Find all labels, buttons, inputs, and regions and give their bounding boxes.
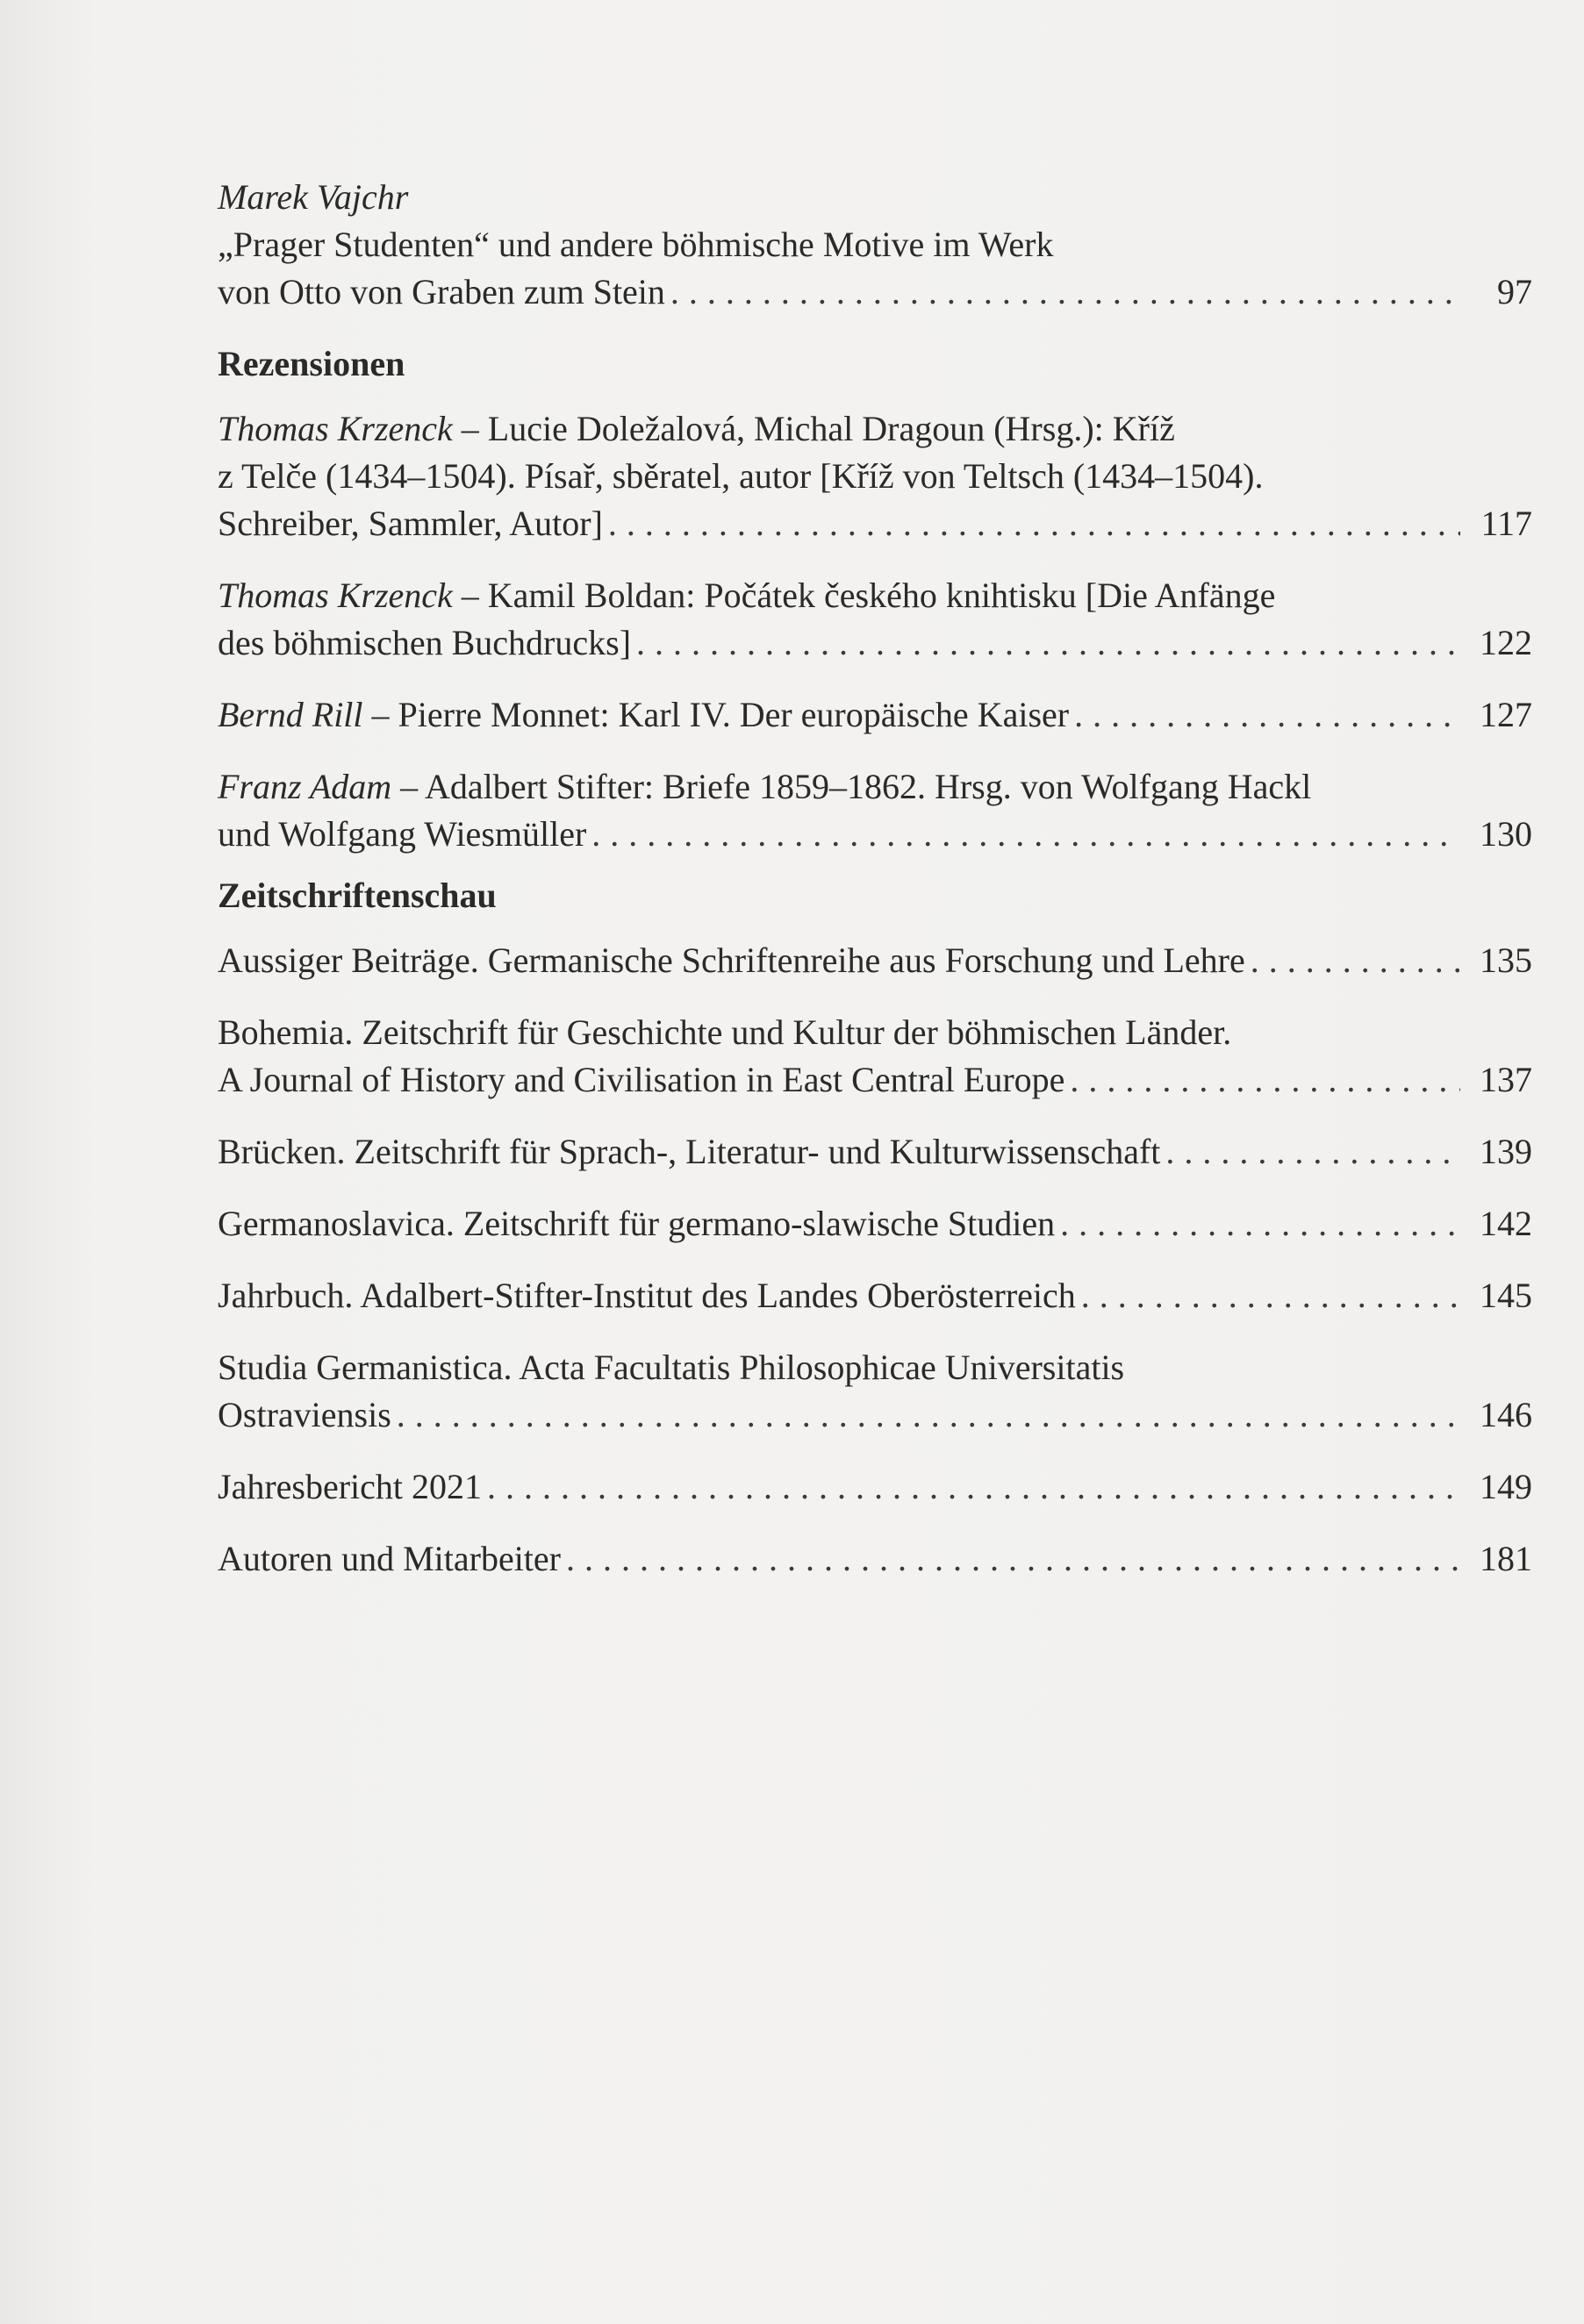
entry-title-text: – Kamil Boldan: Počátek českého knihtisku [Die Anfänge — [452, 576, 1276, 615]
toc-entry — [218, 1200, 1532, 1248]
entry-title-line: von Otto von Graben zum Stein — [218, 272, 665, 311]
entry-title-line: des böhmischen Buchdrucks] — [218, 623, 632, 662]
entry-author: Thomas Krzenck — [218, 576, 453, 615]
entry-author: Bernd Rill — [218, 695, 363, 734]
dot-leader — [1060, 1200, 1460, 1248]
page-number: 146 — [1480, 1395, 1532, 1434]
entry-last-line — [218, 1391, 1532, 1439]
entry-title-text: – Lucie Doležalová, Michal Dragoun (Hrsg.): Kříž — [452, 409, 1175, 448]
dot-leader — [1251, 937, 1460, 984]
entry-title-line: Jahresbericht 2021 — [218, 1467, 483, 1506]
section-heading: Rezensionen — [218, 344, 405, 383]
entry-title-line: Bohemia. Zeitschrift für Geschichte und Kultur der böhmischen Länder. — [218, 1012, 1232, 1052]
toc-entry — [218, 174, 1532, 316]
section-heading: Zeitschriftenschau — [218, 876, 497, 915]
entry-author: Franz Adam — [218, 767, 392, 806]
page-number: 181 — [1480, 1539, 1532, 1578]
entry-title-line: z Telče (1434–1504). Písař, sběratel, autor [Kříž von Teltsch (1434–1504). — [218, 456, 1264, 496]
page-number: 97 — [1497, 272, 1532, 311]
dot-leader — [1074, 691, 1460, 739]
toc-entry — [218, 1272, 1532, 1319]
entry-title-line: Studia Germanistica. Acta Facultatis Philosophicae Universitatis — [218, 1348, 1125, 1387]
dot-leader — [487, 1463, 1460, 1511]
entry-last-line — [218, 937, 1532, 984]
entry-last-line — [218, 1535, 1532, 1583]
entry-title-line: Aussiger Beiträge. Germanische Schriftenreihe aus Forschung und Lehre — [218, 940, 1245, 980]
entry-title-line: Ostraviensis — [218, 1395, 391, 1434]
entry-title-line: Jahrbuch. Adalbert-Stifter-Institut des Landes Oberösterreich — [218, 1276, 1076, 1315]
page-number: 127 — [1480, 695, 1532, 734]
page-number: 149 — [1480, 1467, 1532, 1506]
toc-entry — [218, 405, 1532, 547]
entry-title-line: Schreiber, Sammler, Autor] — [218, 504, 603, 543]
entry-last-line — [218, 1463, 1532, 1511]
dot-leader — [670, 268, 1460, 316]
page-number: 130 — [1480, 814, 1532, 854]
entry-last-line — [218, 1272, 1532, 1319]
entry-author: Thomas Krzenck — [218, 409, 453, 448]
entry-first-line — [218, 405, 1532, 453]
entry-title-line: Brücken. Zeitschrift für Sprach-, Literatur- und Kulturwissenschaft — [218, 1132, 1161, 1171]
toc-entry — [218, 691, 1532, 739]
dot-leader — [1165, 1128, 1460, 1176]
toc-entry — [218, 763, 1532, 858]
dot-leader — [1070, 1056, 1460, 1104]
toc-entry — [218, 572, 1532, 667]
toc-entry — [218, 937, 1532, 984]
entry-author: Marek Vajchr — [218, 177, 409, 217]
page-number: 139 — [1480, 1132, 1532, 1171]
page-number: 142 — [1480, 1204, 1532, 1243]
entry-title-text: – Pierre Monnet: Karl IV. Der europäische Kaiser — [362, 695, 1070, 734]
entry-last-line — [218, 1128, 1532, 1176]
entry-first-line — [218, 572, 1532, 619]
dot-leader — [608, 500, 1460, 547]
table-of-contents — [218, 174, 1532, 1607]
entry-last-line — [218, 500, 1532, 547]
toc-entry — [218, 1128, 1532, 1176]
entry-last-line — [218, 1056, 1532, 1104]
page-number: 145 — [1480, 1276, 1532, 1315]
toc-entry — [218, 1535, 1532, 1583]
toc-entry — [218, 1344, 1532, 1439]
entry-title-line: A Journal of History and Civilisation in East Central Europe — [218, 1060, 1065, 1099]
entry-last-line — [218, 811, 1532, 858]
toc-entry — [218, 1463, 1532, 1511]
page-number: 122 — [1480, 623, 1532, 662]
dot-leader — [397, 1391, 1460, 1439]
entry-first-line — [218, 763, 1532, 811]
entry-title-line: Autoren und Mitarbeiter — [218, 1539, 561, 1578]
toc-entry — [218, 1009, 1532, 1104]
entry-last-line — [218, 619, 1532, 667]
dot-leader — [636, 619, 1460, 667]
entry-last-line — [218, 1200, 1532, 1248]
entry-title-line: und Wolfgang Wiesmüller — [218, 814, 587, 854]
dot-leader — [1081, 1272, 1460, 1319]
page-number: 135 — [1480, 940, 1532, 980]
entry-last-line — [218, 268, 1532, 316]
page-number: 137 — [1480, 1060, 1532, 1099]
entry-title-line: „Prager Studenten“ und andere böhmische Motive im Werk — [218, 225, 1054, 264]
entry-title-line — [218, 691, 1069, 739]
entry-title-line: Germanoslavica. Zeitschrift für germano-slawische Studien — [218, 1204, 1056, 1243]
entry-last-line — [218, 691, 1532, 739]
page-number: 117 — [1480, 504, 1532, 543]
dot-leader — [566, 1535, 1460, 1583]
dot-leader — [591, 811, 1460, 858]
entry-title-text: – Adalbert Stifter: Briefe 1859–1862. Hrsg. von Wolfgang Hackl — [391, 767, 1312, 806]
